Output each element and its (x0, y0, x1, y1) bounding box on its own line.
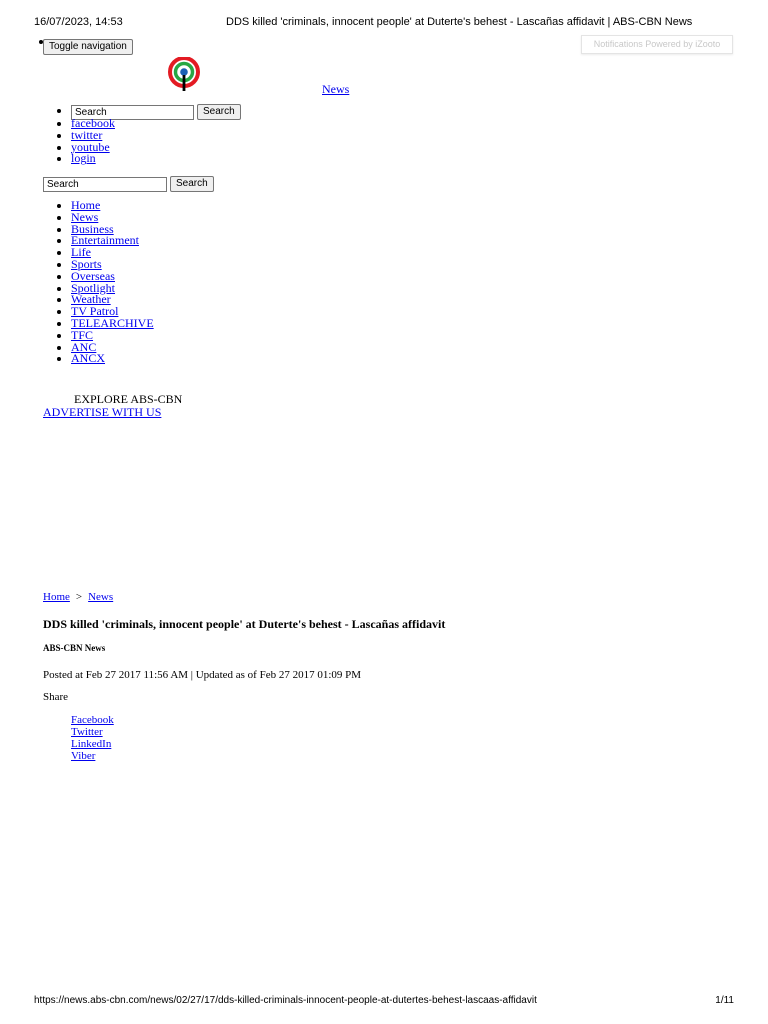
main-search-input[interactable]: Search (43, 177, 167, 192)
login-link[interactable]: login (71, 151, 96, 166)
menu-item-entertainment[interactable]: Entertainment (71, 233, 139, 248)
menu-item-overseas[interactable]: Overseas (71, 268, 115, 283)
top-search-button[interactable]: Search (197, 104, 241, 120)
menu-item-life[interactable]: Life (71, 245, 91, 260)
notification-widget[interactable]: Notifications Powered by iZooto (581, 35, 733, 54)
menu-item-sports[interactable]: Sports (71, 256, 102, 271)
menu-item-news[interactable]: News (71, 209, 99, 224)
news-link[interactable]: News (322, 82, 350, 96)
print-url: https://news.abs-cbn.com/news/02/27/17/dds-killed-criminals-innocent-people-at-dutertes-behest-lascaas-affidavit (34, 995, 537, 1006)
menu-item-anc[interactable]: ANC (71, 339, 97, 354)
menu-item-telearchive[interactable]: TELEARCHIVE (71, 315, 154, 330)
top-search-input[interactable]: Search (71, 105, 194, 120)
abs-cbn-logo-icon[interactable] (166, 57, 202, 98)
share-linkedin-link[interactable]: LinkedIn (71, 738, 112, 750)
explore-abs-cbn-label[interactable]: EXPLORE ABS-CBN (74, 392, 183, 406)
share-twitter-link[interactable]: Twitter (71, 726, 103, 738)
main-menu (52, 200, 154, 365)
youtube-link[interactable]: youtube (71, 139, 110, 154)
print-page-number: 1/11 (715, 995, 734, 1006)
breadcrumb-news[interactable]: News (88, 591, 114, 603)
print-page-title: DDS killed 'criminals, innocent people' at Duterte's behest - Lascañas affidavit | ABS-CBN News (226, 16, 693, 28)
print-datetime: 16/07/2023, 14:53 (34, 16, 123, 28)
toggle-navigation-button[interactable]: Toggle navigation (43, 39, 133, 55)
menu-item-tfc[interactable]: TFC (71, 327, 94, 342)
breadcrumb (43, 591, 113, 603)
twitter-link[interactable]: twitter (71, 127, 103, 142)
breadcrumb-home[interactable]: Home (43, 591, 70, 603)
article-title: DDS killed 'criminals, innocent people' at Duterte's behest - Lascañas affidavit (43, 617, 446, 631)
menu-item-spotlight[interactable]: Spotlight (71, 280, 116, 295)
share-facebook-link[interactable]: Facebook (71, 714, 114, 726)
facebook-link[interactable]: facebook (71, 116, 115, 130)
main-search-button[interactable]: Search (170, 176, 214, 192)
menu-item-business[interactable]: Business (71, 221, 114, 236)
share-viber-link[interactable]: Viber (71, 750, 96, 762)
share-label: Share (43, 691, 69, 703)
article-author: ABS-CBN News (43, 643, 106, 653)
breadcrumb-separator: > (75, 591, 83, 603)
menu-item-home[interactable]: Home (71, 198, 101, 212)
advertise-link[interactable]: ADVERTISE WITH US (43, 405, 162, 419)
share-links (52, 714, 114, 762)
menu-item-ancx[interactable]: ANCX (71, 351, 106, 366)
menu-item-weather[interactable]: Weather (71, 292, 111, 307)
social-links (52, 118, 115, 165)
menu-item-tv-patrol[interactable]: TV Patrol (71, 304, 119, 319)
article-timestamp: Posted at Feb 27 2017 11:56 AM | Updated as of Feb 27 2017 01:09 PM (43, 669, 362, 681)
